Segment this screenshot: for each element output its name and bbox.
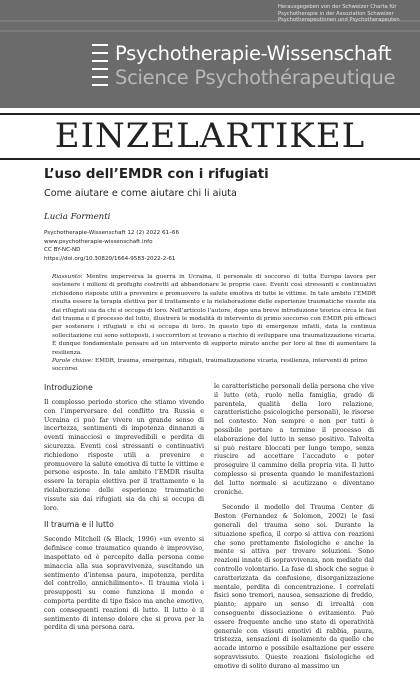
abstract-text: Mentre imperversa la guerra in Ucraina, il personale di soccorso di tutta Europa lavora per sostenere i milioni di profughi costretti ad abbandonare le proprie case. Eventi così stressanti e continuativi richiedono risposte utili a prevenire e promuovere la salute emotiva di tutte le vittime. In tale ambito l’EMDR risulta essere la terapia elettiva per il trattamento e la rielaborazione delle esperienze traumatiche vissute sia dai rifugiati sia da chi si occupa di loro. Nell’articolo l’autore, dopo una breve introduzione teorica circa le fasi del trauma e il processo del lutto, illustrerà le modalità di intervento di primo soccorso con EMDR più efficaci per sostenere i rifugiati e chi si occupa di loro. In questo tipo di emergenze infatti, data la continua sollecitazione cui sono sottoposti, i soccorritori si trovano a rischio di sviluppare una traumatizzazione vicaria. È dunque fondamentale pensare ad un intervento di supporto mirato anche per loro al fine di aumentare la resilienza. <box>52 274 377 356</box>
publisher-note-line: Psychotherapeutinnen und Psychotherapeuten <box>278 17 400 24</box>
article-meta <box>44 229 179 263</box>
intro-heading: Introduzione <box>44 383 93 392</box>
body-column-left <box>44 383 204 640</box>
publisher-note-line: Psychotherapie in der Assoziation Schweizer <box>278 10 394 17</box>
journal-logo <box>92 44 108 88</box>
journal-name-de: Psychotherapie-Wissenschaft <box>115 42 392 65</box>
doi-link[interactable]: https://doi.org/10.30820/1664-9583-2022-2-61 <box>44 255 176 262</box>
intro-paragraph: Il complesso periodo storico che stiamo vivendo con l’imperversare del conflitto tra Russia e Ucraina ci può far vivere un grande senso di incertezza, sentimenti di impotenza dinnanzi a eventi minacciosi e imprevedibili e perdita di sicurezza. Eventi così stressanti e continuativi richiedono risposte utili a prevenire e promuovere la salute emotiva di tutte le vittime e persone esposte. In tale ambito l’EMDR risulta essere la terapia elettiva per il trattamento e la rielaborazione delle esperienze traumatiche vissute sia dai rifugiati sia da chi si occupa di loro. <box>44 399 204 512</box>
trauma-paragraph: Secondo Mitchell (& Black, 1996) «un evento si definisce come traumatico quando è improvviso, inaspettato ed è percepito dalla persona come minaccia alla sua sopravvivenza, suscitando un sentimento d’intensa paura, impotenza, perdita del controllo, annichilimento». Il trauma viola i presupposti su come funziona il mondo e comporta perdite di tipo fisico ma anche emotivo, con conseguenti reazioni di lutto. Il lutto è il sentimento di intenso dolore che si prova per la perdita di una persona cara. <box>44 536 204 632</box>
journal-banner <box>0 0 420 108</box>
journal-link[interactable]: www.psychotherapie-wissenschaft.info <box>44 238 153 245</box>
section-rule-top <box>0 113 420 115</box>
trauma-heading: Il trauma e il lutto <box>44 520 114 530</box>
keywords-text: EMDR, trauma, emergenza, rifugiati, traumatizzazione vicaria, resilienza, interventi di primo soccorso <box>52 358 368 373</box>
publisher-note-line: Herausgegeben von der Schweizer Charta für <box>278 4 397 10</box>
section-label: EINZELARTIKEL <box>54 116 366 156</box>
journal-name-fr: Science Psychothérapeutique <box>115 66 396 89</box>
body-column-right <box>214 383 374 679</box>
body-paragraph: Secondo il modello del Trauma Center di Boston (Fernandez & Solomon, 2002) le fasi generali del trauma sono sei. Durante la situazione spefica, il corpo si attiva con reazioni che sono prettamente fisiologiche e anche la mente si attiva per trovare soluzioni. Sono reazioni innate di sopravvivenza, non mediate dal controllo volontario. La fase di shock che segue è caratterizzata da confusione, disorganizzazione mentale, perdita di concentrazione. I correlati fisici sono tremori, nausea, sensazione di freddo, pianto; appare un senso di irrealtà con conseguente dissociazione o evitamento. Può essere frequente anche uno stato di operatività generale con vissuti emotivi di rabbia, paura, tristezza, sensazioni di isolamento da quello che accade intorno e possibile esaltazione per essere sopravvissuto. Queste reazioni fisiologiche ed emotive di solito durano al massimo un <box>214 504 374 670</box>
article-subtitle: Come aiutare e come aiutare chi li aiuta <box>44 188 237 199</box>
section-rule-bottom <box>0 158 420 160</box>
publisher-note <box>278 4 410 24</box>
abstract <box>52 273 376 357</box>
citation-line: Psychotherapie-Wissenschaft 12 (2) 2022 61–66 <box>44 230 180 236</box>
keywords-label: Parole chiave: <box>52 358 94 364</box>
article-title: L’uso dell’EMDR con i rifugiati <box>44 167 269 182</box>
license-line: CC BY-NC-ND <box>44 247 81 254</box>
banner-stripe <box>0 30 420 32</box>
abstract-label: Riassunto: <box>52 274 83 280</box>
body-paragraph: le caratteristiche personali della persona che vive il lutto (età, ruolo nella famiglia, grado di parentela, qualità della loro relazione, caratteristiche psicologiche personali), le risorse nel contesto. Non sempre e non per tutti è possibile portare a termine il processo di elaborazione del lutto in senso positivo. Talvolta si può restare bloccati per lungo tempo, senza riuscire ad accettare l’accaduto e poter proseguire il cammino della propria vita. Il lutto complesso si presenta quando le manifestazioni del lutto normale si acutizzano e diventano croniche. <box>214 383 374 496</box>
keywords <box>52 357 376 374</box>
article-author: Lucia Formenti <box>44 212 111 222</box>
